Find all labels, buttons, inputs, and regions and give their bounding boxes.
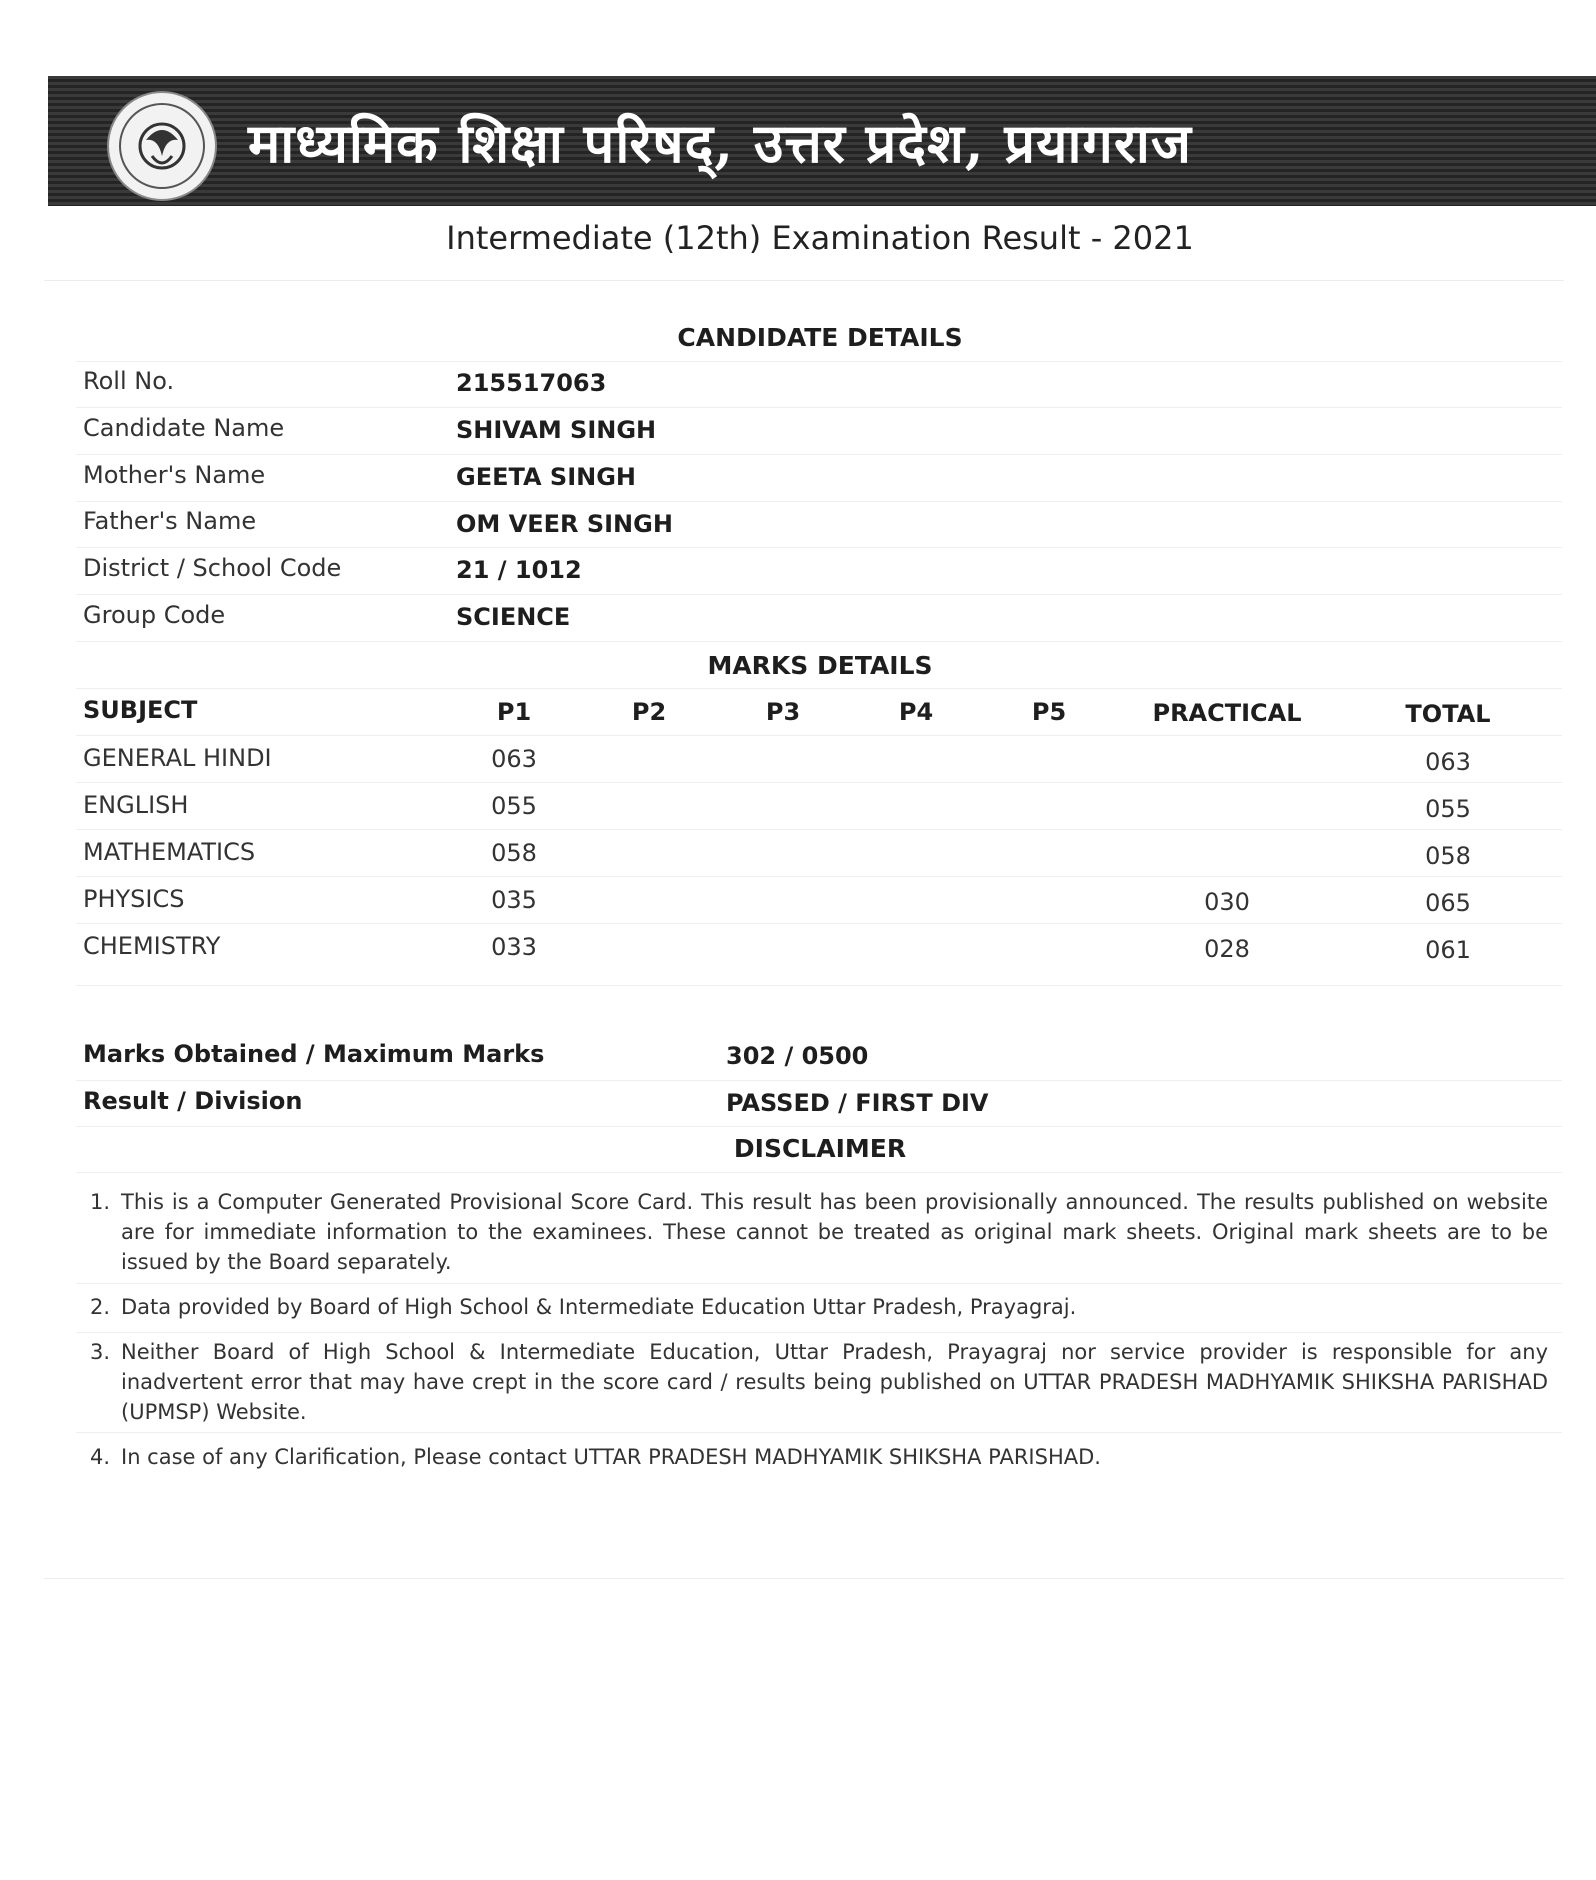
group-code-label: Group Code [83, 601, 226, 629]
practical-header: PRACTICAL [1152, 699, 1302, 727]
p1-header: P1 [496, 698, 532, 726]
divider [76, 1080, 1562, 1081]
p1-cell: 063 [491, 745, 537, 773]
roll-no-label: Roll No. [83, 367, 175, 395]
disclaimer-item-text: This is a Computer Generated Provisional Score Card. This result has been provisionally announced. The results published on website are for immediate information to the examinees. These cannot be treated as original mark sheets. Original mark sheets are to be issued by the Board separately. [121, 1190, 1548, 1274]
disclaimer-item-number: 4. [89, 1445, 110, 1469]
marks-obtained-label: Marks Obtained / Maximum Marks [83, 1040, 545, 1068]
exam-title: Intermediate (12th) Examination Result - 2021 [446, 219, 1194, 257]
subject-cell: GENERAL HINDI [83, 744, 272, 772]
divider [76, 501, 1562, 502]
divider [76, 641, 1562, 642]
divider [76, 594, 1562, 595]
father-name-value: OM VEER SINGH [456, 510, 673, 538]
board-name-title: माध्यमिक शिक्षा परिषद्, उत्तर प्रदेश, प्रयागराज [248, 111, 1192, 175]
p4-header: P4 [898, 698, 934, 726]
divider [44, 1578, 1564, 1579]
group-code-value: SCIENCE [456, 603, 571, 631]
p3-header: P3 [765, 698, 801, 726]
divider [76, 1332, 1562, 1333]
divider [76, 782, 1562, 783]
disclaimer-item-text: Neither Board of High School & Intermediate Education, Uttar Pradesh, Prayagraj nor service provider is responsible for any inadvertent error that may have crept in the score card / results being published on UTTAR PRADESH MADHYAMIK SHIKSHA PARISHAD (UPMSP) Website. [121, 1340, 1548, 1424]
total-cell: 055 [1425, 795, 1471, 823]
disclaimer-item-text: In case of any Clarification, Please contact UTTAR PRADESH MADHYAMIK SHIKSHA PARISHAD. [121, 1445, 1101, 1469]
total-cell: 058 [1425, 842, 1471, 870]
divider [76, 1432, 1562, 1433]
divider [76, 985, 1562, 986]
district-school-code-value: 21 / 1012 [456, 556, 582, 584]
candidate-name-label: Candidate Name [83, 414, 285, 442]
divider [76, 735, 1562, 736]
divider [44, 280, 1564, 281]
divider [76, 407, 1562, 408]
mother-name-label: Mother's Name [83, 461, 266, 489]
total-cell: 065 [1425, 889, 1471, 917]
divider [76, 688, 1562, 689]
divider [76, 547, 1562, 548]
father-name-label: Father's Name [83, 507, 257, 535]
total-cell: 061 [1425, 936, 1471, 964]
marks-obtained-value: 302 / 0500 [726, 1042, 869, 1070]
candidate-details-heading: CANDIDATE DETAILS [677, 323, 963, 352]
disclaimer-item [88, 1337, 1548, 1427]
disclaimer-item-number: 3. [89, 1340, 110, 1364]
candidate-name-value: SHIVAM SINGH [456, 416, 657, 444]
disclaimer-item-number: 2. [89, 1295, 110, 1319]
disclaimer-item [88, 1292, 1548, 1322]
district-school-code-label: District / School Code [83, 554, 342, 582]
divider [76, 1126, 1562, 1127]
disclaimer-item-text: Data provided by Board of High School & Intermediate Education Uttar Pradesh, Prayagraj. [121, 1295, 1077, 1319]
marks-details-heading: MARKS DETAILS [707, 651, 933, 680]
divider [76, 876, 1562, 877]
mother-name-value: GEETA SINGH [456, 463, 637, 491]
disclaimer-item [88, 1442, 1548, 1472]
divider [76, 1283, 1562, 1284]
board-emblem-logo [106, 90, 218, 202]
subject-cell: ENGLISH [83, 791, 189, 819]
disclaimer-heading: DISCLAIMER [733, 1134, 907, 1163]
p1-cell: 035 [491, 886, 537, 914]
divider [76, 829, 1562, 830]
total-cell: 063 [1425, 748, 1471, 776]
p5-header: P5 [1031, 698, 1067, 726]
subject-cell: MATHEMATICS [83, 838, 256, 866]
divider [76, 361, 1562, 362]
result-division-value: PASSED / FIRST DIV [726, 1089, 989, 1117]
disclaimer-item-number: 1. [89, 1190, 110, 1214]
divider [76, 1172, 1562, 1173]
total-header: TOTAL [1405, 700, 1491, 728]
p1-cell: 058 [491, 839, 537, 867]
subject-cell: PHYSICS [83, 885, 185, 913]
p1-cell: 033 [491, 933, 537, 961]
roll-no-value: 215517063 [456, 369, 607, 397]
subject-header: SUBJECT [83, 696, 198, 724]
divider [76, 923, 1562, 924]
divider [76, 454, 1562, 455]
p1-cell: 055 [491, 792, 537, 820]
practical-cell: 028 [1204, 935, 1250, 963]
p2-header: P2 [631, 698, 667, 726]
result-division-label: Result / Division [83, 1087, 303, 1115]
practical-cell: 030 [1204, 888, 1250, 916]
subject-cell: CHEMISTRY [83, 932, 221, 960]
disclaimer-item [88, 1187, 1548, 1277]
